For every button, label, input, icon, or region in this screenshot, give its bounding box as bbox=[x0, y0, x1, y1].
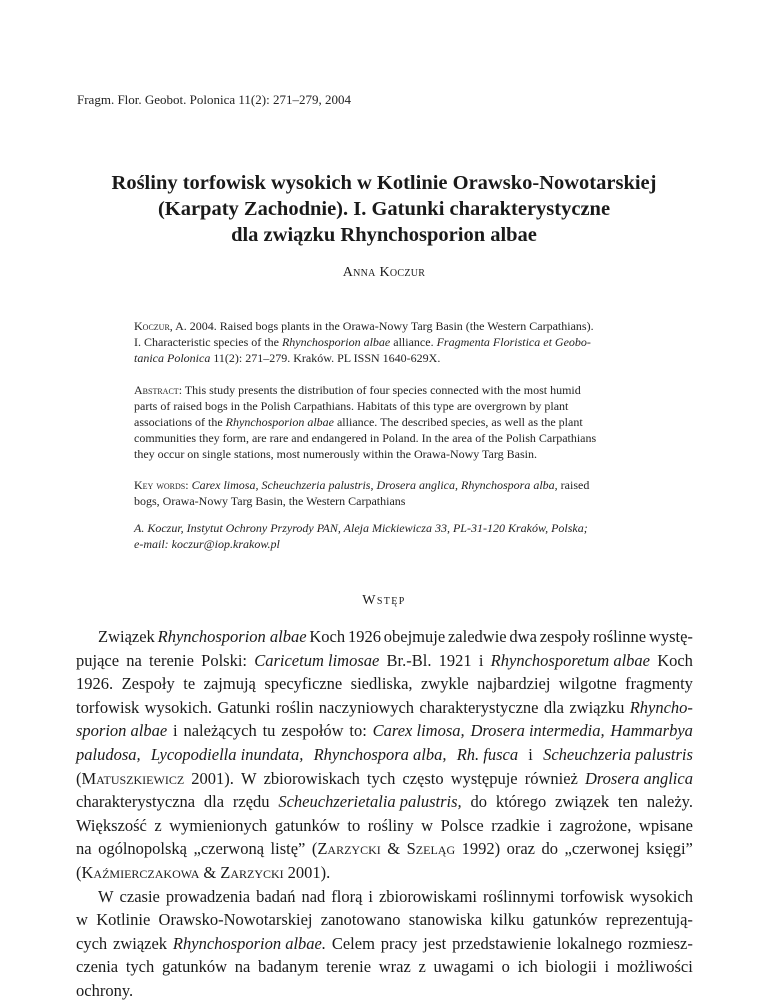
body-word: charakterystyczna bbox=[76, 792, 196, 812]
body-word: terenie bbox=[149, 650, 194, 670]
citation-text: alliance. bbox=[390, 335, 437, 349]
body-word: i bbox=[547, 815, 552, 835]
title-line: Rośliny torfowisk wysokich w Kotlinie Orawsko-Nowotarskiej bbox=[111, 172, 657, 194]
address-email: e-mail: koczur@iop.krakow.pl bbox=[134, 537, 280, 551]
body-line bbox=[76, 672, 693, 696]
body-word: i bbox=[173, 721, 178, 741]
body-word: gatunków bbox=[532, 910, 598, 930]
body-word: gatunków bbox=[161, 957, 228, 977]
body-word: 1926. bbox=[76, 674, 114, 694]
keywords: Key words: Carex limosa, Scheuchzeria palustris, Drosera anglica, Rhynchospora alba, raised bogs, Orawa-Nowy Targ Basin, the Western Carpathians bbox=[134, 477, 694, 509]
abstract-text: alliance. The described species, as well as the plant bbox=[333, 415, 583, 429]
body-word: listę” bbox=[270, 839, 306, 859]
abstract bbox=[134, 382, 694, 462]
body-word: zwykle bbox=[421, 674, 469, 694]
cited-author: Zarzycki bbox=[220, 862, 284, 882]
body-word: Polski: bbox=[201, 650, 247, 670]
body-word: związek bbox=[555, 792, 610, 812]
body-word: specyficzne bbox=[264, 674, 343, 694]
body-word: gatunków bbox=[274, 815, 340, 835]
citation-taxon: Rhynchosporion albae bbox=[281, 335, 391, 349]
body-word: tu bbox=[262, 721, 276, 741]
body-word: W bbox=[98, 886, 114, 906]
body-word: związku bbox=[569, 697, 625, 717]
body-word: wysokich. bbox=[144, 697, 212, 717]
taxon-name: Scheuchzerietalia palustris, bbox=[278, 792, 462, 812]
body-word: „czerwoną bbox=[193, 839, 265, 859]
body-word: cych bbox=[76, 933, 108, 953]
body-word: którego bbox=[495, 792, 547, 812]
body-word: rzadkie bbox=[491, 815, 540, 835]
body-word: uwagami bbox=[433, 957, 494, 977]
abstract-text: associations of the bbox=[134, 415, 226, 429]
body-word: Kotlinie bbox=[96, 910, 151, 930]
citation-journal: Fragmenta Floristica et Geobo- bbox=[436, 335, 591, 349]
body-line bbox=[76, 908, 693, 932]
taxon-name: Rhynchosporetum albae bbox=[490, 650, 650, 670]
body-word: badań bbox=[256, 886, 296, 906]
body-word: stanowiska bbox=[408, 910, 483, 930]
body-word: związek bbox=[113, 933, 168, 953]
body-line bbox=[76, 743, 693, 767]
body-word: torfowisk bbox=[560, 886, 624, 906]
body-line bbox=[76, 955, 693, 979]
body-word: roślin bbox=[275, 697, 314, 717]
body-word: wraz bbox=[378, 957, 411, 977]
body-word: występuje bbox=[450, 768, 518, 788]
body-word: W bbox=[240, 768, 257, 788]
body-word: zaledwie bbox=[447, 627, 507, 646]
taxon-name: Rhyncho- bbox=[629, 697, 693, 717]
body-word: dwa bbox=[509, 627, 537, 646]
citation-text: , A. 2004. Raised bogs plants in the Orawa-Nowy Targ Basin (the Western Carpathians). bbox=[169, 319, 594, 333]
abstract-text: communities they form, are rare and endangered in Poland. In the area of the Polish Carpathians bbox=[134, 431, 597, 445]
body-line bbox=[76, 814, 693, 838]
body-line bbox=[76, 979, 693, 1003]
body-word: & bbox=[203, 862, 217, 882]
body-word: i bbox=[478, 650, 484, 670]
body-word: zbiorowiskach bbox=[263, 768, 360, 788]
body-word: na bbox=[234, 957, 251, 977]
body-word: obejmuje bbox=[383, 627, 446, 646]
title-line: dla związku Rhynchosporion albae bbox=[231, 224, 537, 246]
body-line bbox=[76, 767, 693, 791]
body-word: ich bbox=[517, 957, 538, 977]
address-text: A. Koczur, Instytut Ochrony Przyrody PAN, Aleja Mickiewicza 33, PL-31-120 Kraków, Polska; bbox=[134, 521, 588, 535]
body-word: tych bbox=[366, 768, 396, 788]
taxon-name: Rh. fusca bbox=[456, 744, 519, 764]
body-line bbox=[76, 625, 693, 649]
cited-author: (Kaźmierczakowa bbox=[76, 862, 200, 882]
citation-text: I. Characteristic species of the bbox=[134, 335, 282, 349]
body-line bbox=[76, 719, 693, 743]
body-word: w bbox=[76, 910, 88, 930]
body-word: Br.-Bl. bbox=[386, 650, 432, 670]
body-word: wysokich bbox=[629, 886, 693, 906]
bibliographic-citation bbox=[134, 318, 694, 366]
body-word: najbardziej bbox=[477, 674, 551, 694]
taxon-name: Drosera intermedia, bbox=[470, 721, 605, 741]
body-word: możliwości bbox=[616, 957, 693, 977]
body-word: zespoły bbox=[539, 627, 591, 646]
keywords-text: bogs, Orawa-Nowy Targ Basin, the Western Carpathians bbox=[134, 494, 406, 508]
abstract-taxon: Rhynchosporion albae bbox=[225, 415, 334, 429]
body-word: i bbox=[528, 744, 533, 764]
body-word: księgi” bbox=[646, 839, 693, 859]
body-word: to: bbox=[349, 721, 367, 741]
body-word: Większość bbox=[76, 815, 147, 835]
body-word: wystę- bbox=[648, 627, 693, 646]
body-word: 1992) bbox=[461, 839, 501, 859]
body-line bbox=[76, 885, 693, 909]
body-word: 1921 bbox=[438, 650, 472, 670]
body-word: jest bbox=[423, 933, 447, 953]
body-word: wilgotne bbox=[558, 674, 617, 694]
body-word: to bbox=[347, 815, 361, 835]
body-word: czenia bbox=[76, 957, 119, 977]
title-line: (Karpaty Zachodnie). I. Gatunki charakterystyczne bbox=[157, 198, 611, 220]
taxon-name: Lycopodiella inundata, bbox=[150, 744, 304, 764]
body-word: kilku bbox=[490, 910, 525, 930]
body-word: 1926 bbox=[347, 627, 381, 646]
body-word: pujące bbox=[76, 650, 120, 670]
body-line bbox=[76, 837, 693, 861]
taxon-name: Rhynchosporion albae. bbox=[172, 933, 326, 953]
body-word: należy. bbox=[646, 792, 693, 812]
body-word: naczyniowych bbox=[318, 697, 415, 717]
body-word: należących bbox=[183, 721, 257, 741]
abstract-label: Abstract bbox=[134, 383, 179, 397]
body-line bbox=[76, 649, 693, 673]
body-word: wpisane bbox=[638, 815, 693, 835]
body-word: terenie bbox=[326, 957, 372, 977]
taxon-name: Drosera anglica bbox=[584, 768, 693, 788]
body-word: ogólnopolską bbox=[98, 839, 187, 859]
body-word: do bbox=[470, 792, 487, 812]
body-word: rozmiesz- bbox=[627, 933, 693, 953]
body-word: pracy bbox=[380, 933, 418, 953]
body-word: florą bbox=[331, 886, 363, 906]
body-word: oraz bbox=[506, 839, 536, 859]
body-word: te bbox=[183, 674, 196, 694]
body-word: Koch bbox=[309, 627, 346, 646]
keywords-taxa: Carex limosa, Scheuchzeria palustris, Drosera anglica, Rhynchospora alba bbox=[191, 478, 555, 492]
taxon-name: sporion albae bbox=[76, 721, 168, 741]
body-word: „czerwonej bbox=[564, 839, 640, 859]
article-title bbox=[60, 170, 708, 248]
body-word: z bbox=[154, 815, 162, 835]
body-word: ten bbox=[617, 792, 639, 812]
body-word: zagrożone, bbox=[559, 815, 632, 835]
body-word: o bbox=[501, 957, 510, 977]
taxon-name: Scheuchzeria palustris bbox=[543, 744, 693, 764]
cited-author: (Zarzycki bbox=[311, 839, 381, 859]
body-word: charakterystyczne bbox=[419, 697, 539, 717]
journal-citation-header: Fragm. Flor. Geobot. Polonica 11(2): 271–279, 2004 bbox=[77, 92, 351, 107]
body-line bbox=[76, 932, 693, 956]
keywords-label: Key words bbox=[134, 478, 186, 492]
body-word: dla bbox=[543, 697, 565, 717]
body-text bbox=[76, 625, 693, 1003]
body-word: prowadzenia bbox=[165, 886, 251, 906]
body-word: Zespoły bbox=[121, 674, 175, 694]
body-line bbox=[76, 696, 693, 720]
body-word: Związek bbox=[98, 627, 155, 646]
cited-author: (Matuszkiewicz bbox=[76, 768, 185, 788]
body-word: dla bbox=[203, 792, 225, 812]
body-word: ochrony. bbox=[76, 980, 134, 1000]
body-word: badanym bbox=[257, 957, 319, 977]
body-word: Koch bbox=[657, 650, 693, 670]
body-word: w bbox=[421, 815, 434, 835]
author-name: Anna Koczur bbox=[342, 265, 426, 280]
body-word: Polsce bbox=[440, 815, 484, 835]
body-word: z bbox=[418, 957, 426, 977]
body-word: rośliny bbox=[367, 815, 414, 835]
body-word: również bbox=[524, 768, 578, 788]
keywords-text: , raised bbox=[554, 478, 590, 492]
body-word: i bbox=[368, 886, 373, 906]
body-word: lokalnego bbox=[556, 933, 622, 953]
body-word: fragmenty bbox=[625, 674, 693, 694]
body-word: zespołów bbox=[281, 721, 344, 741]
body-word: 2001). bbox=[191, 768, 234, 788]
taxon-name: Caricetum limosae bbox=[254, 650, 380, 670]
body-word: na bbox=[126, 650, 142, 670]
body-word: roślinne bbox=[592, 627, 647, 646]
body-word: Celem bbox=[331, 933, 375, 953]
body-word: i bbox=[604, 957, 610, 977]
body-word: & bbox=[387, 839, 401, 859]
body-word: reprezentują- bbox=[605, 910, 693, 930]
citation-text: 11(2): 271–279. Kraków. PL ISSN 1640-629X. bbox=[210, 351, 441, 365]
body-word: wymienionych bbox=[169, 815, 268, 835]
body-word: torfowisk bbox=[76, 697, 140, 717]
body-word: zajmują bbox=[203, 674, 256, 694]
body-word: zbiorowiskami bbox=[378, 886, 478, 906]
body-word: nad bbox=[301, 886, 326, 906]
body-word: przedstawienie bbox=[452, 933, 552, 953]
body-word: roślinnymi bbox=[483, 886, 555, 906]
body-word: Orawsko-Nowotarskiej bbox=[158, 910, 313, 930]
body-word: rzędu bbox=[232, 792, 270, 812]
citation-journal: tanica Polonica bbox=[134, 351, 211, 365]
abstract-text: parts of raised bogs in the Polish Carpathians. Habitats of this type are overgrown by plant bbox=[134, 399, 569, 413]
body-word: tych bbox=[125, 957, 155, 977]
abstract-text: they occur on single stations, most numerously within the Orawa-Nowy Targ Basin. bbox=[134, 447, 537, 461]
taxon-name: paludosa, bbox=[76, 744, 141, 764]
abstract-text: : This study presents the distribution of four species connected with the most humid bbox=[178, 383, 581, 397]
taxon-name: Rhynchospora alba, bbox=[313, 744, 447, 764]
body-word: czasie bbox=[119, 886, 160, 906]
body-word: 2001). bbox=[287, 862, 331, 882]
taxon-name: Rhynchosporion albae bbox=[157, 627, 307, 646]
body-line bbox=[76, 790, 693, 814]
section-heading: Wstęp bbox=[362, 593, 406, 608]
body-word: do bbox=[541, 839, 559, 859]
author-address bbox=[134, 520, 694, 552]
taxon-name: Hammarbya bbox=[610, 721, 693, 741]
body-word: siedliska, bbox=[350, 674, 413, 694]
taxon-name: Carex limosa, bbox=[372, 721, 465, 741]
body-word: zanotowano bbox=[320, 910, 401, 930]
body-word: często bbox=[402, 768, 444, 788]
body-word: Gatunki bbox=[217, 697, 271, 717]
body-word: na bbox=[76, 839, 92, 859]
cited-author: Szeląg bbox=[406, 839, 456, 859]
body-line bbox=[76, 861, 693, 885]
citation-author: Koczur bbox=[134, 319, 170, 333]
body-word: biologii bbox=[545, 957, 597, 977]
